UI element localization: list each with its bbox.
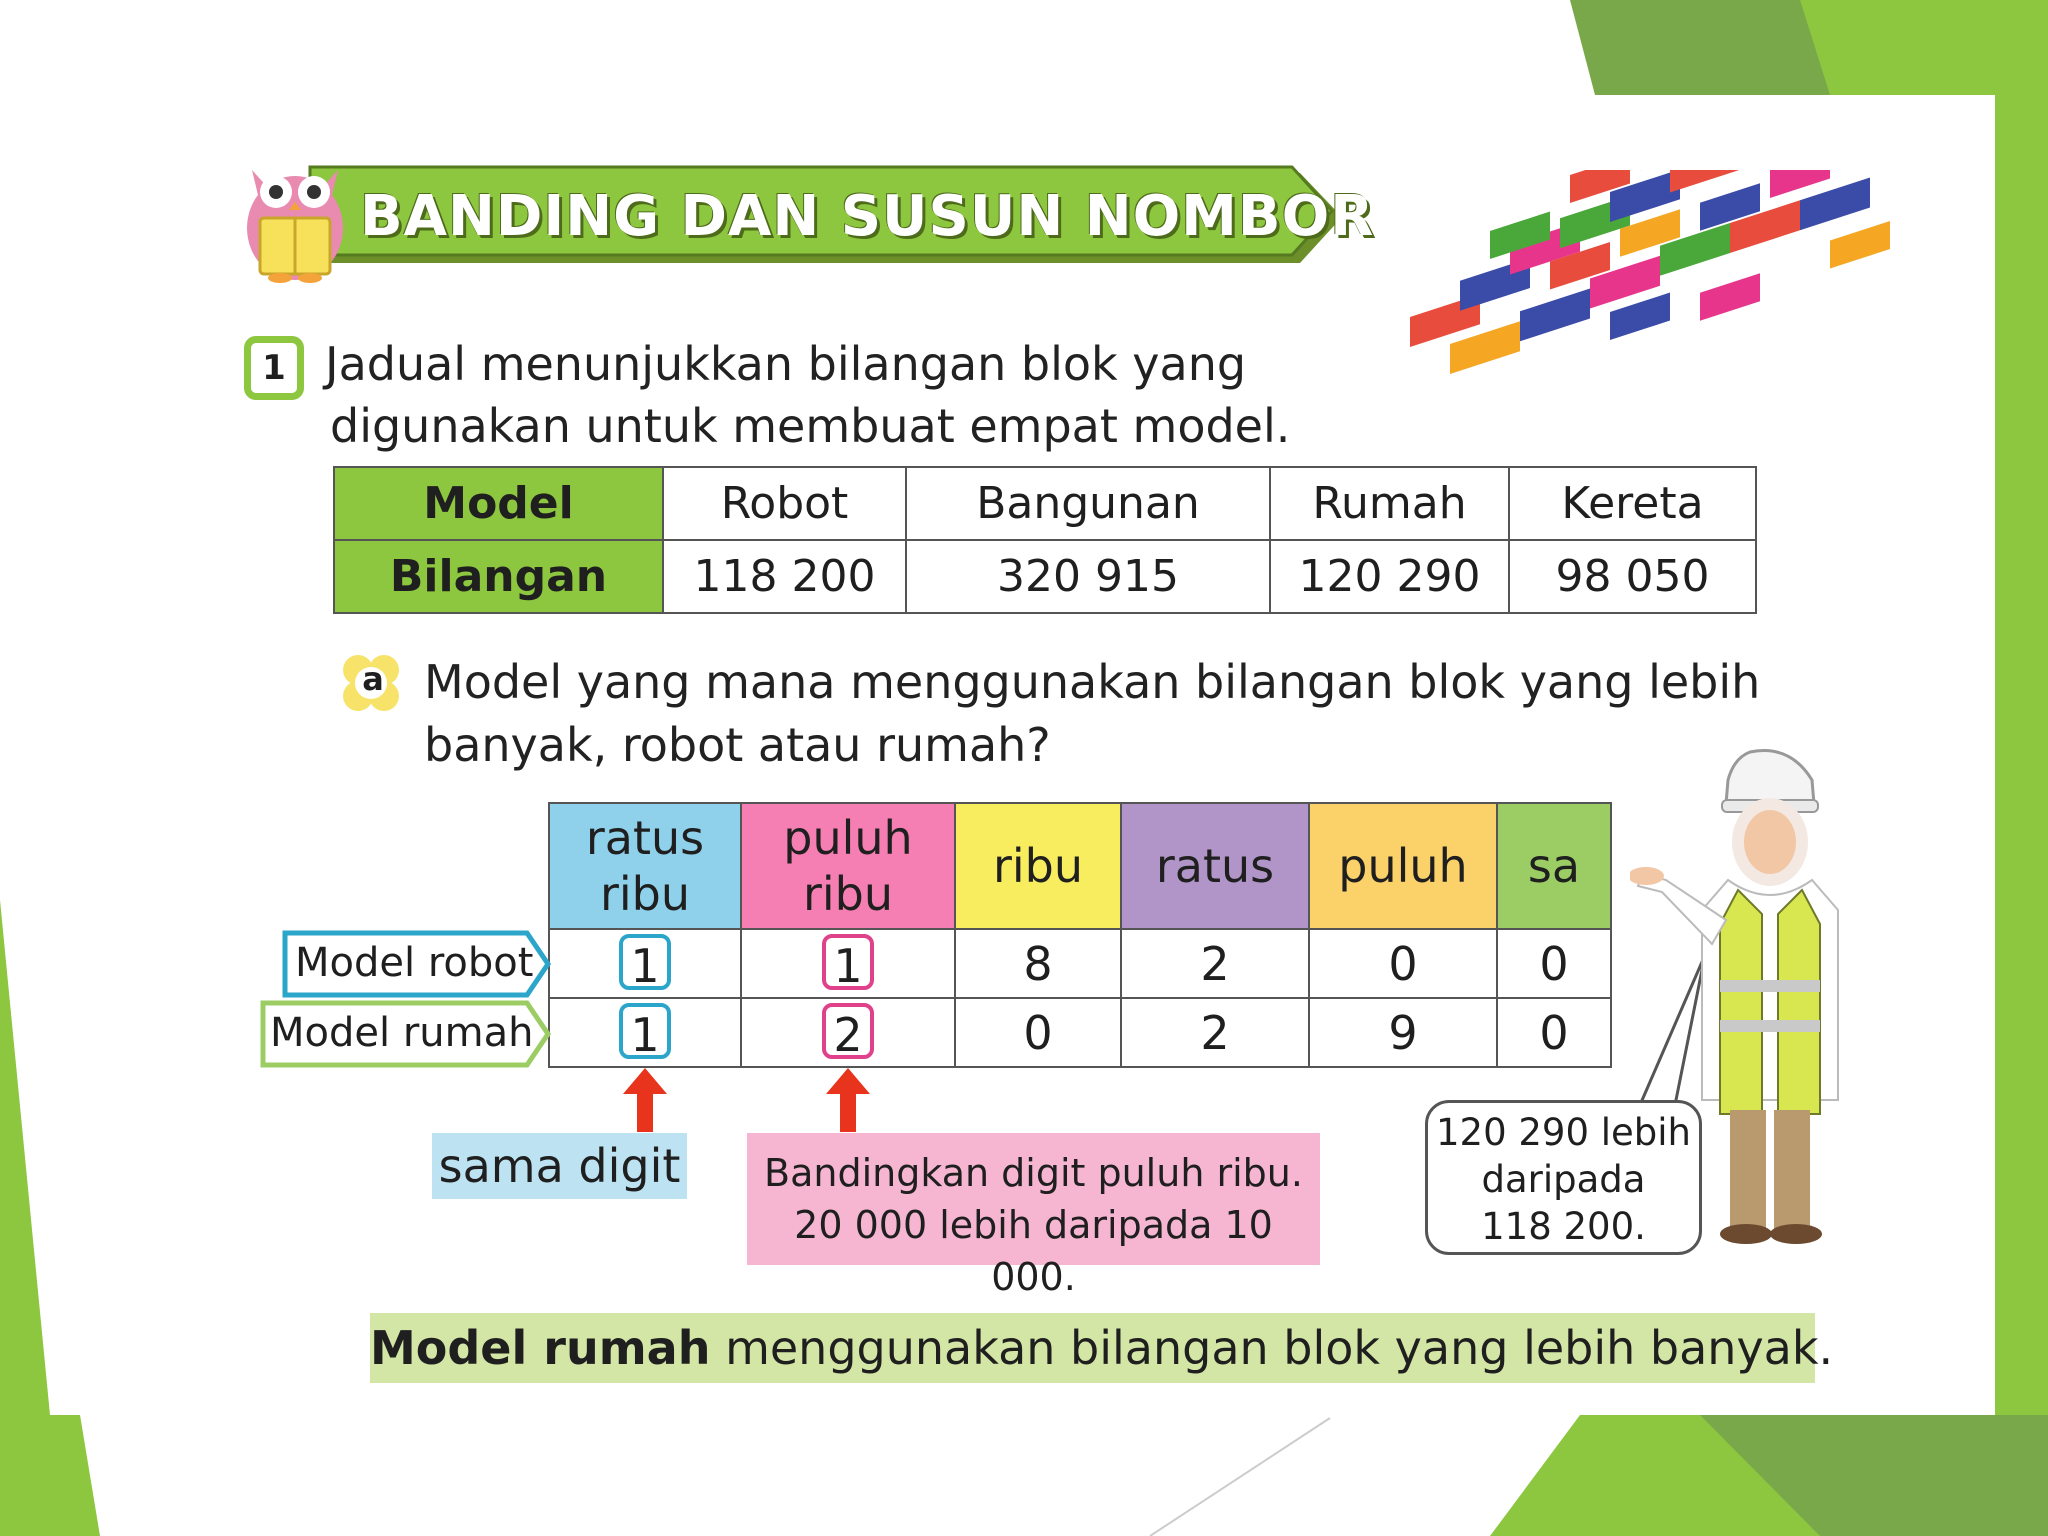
table-cell xyxy=(549,929,741,998)
up-arrow-icon xyxy=(623,1068,667,1132)
row-label-robot: Model robot xyxy=(295,940,534,986)
table-row xyxy=(549,929,1611,998)
sub-question-line-2: banyak, robot atau rumah? xyxy=(424,718,1051,772)
question-line-2: digunakan untuk membuat empat model. xyxy=(330,399,1291,453)
bubble-line-2: daripada xyxy=(1481,1158,1646,1201)
table-cell: Bangunan xyxy=(906,467,1270,540)
place-value-table xyxy=(548,802,1612,1068)
up-arrow-icon xyxy=(826,1068,870,1132)
place-header-sa: sa xyxy=(1497,803,1611,929)
table-cell: Rumah xyxy=(1270,467,1509,540)
table-cell: 0 xyxy=(955,998,1121,1067)
table-cell xyxy=(741,929,955,998)
compare-note-line-1: Bandingkan digit puluh ribu. xyxy=(764,1151,1303,1195)
highlighted-digit: 1 xyxy=(619,1003,671,1059)
owl-mascot-icon xyxy=(240,150,350,285)
engineer-character-illustration xyxy=(1630,730,1890,1250)
highlighted-digit: 1 xyxy=(619,934,671,990)
sub-question-line-1: Model yang mana menggunakan bilangan blok yang lebih xyxy=(424,655,1761,709)
table-cell: 8 xyxy=(955,929,1121,998)
table-cell: 320 915 xyxy=(906,540,1270,613)
table-cell: 2 xyxy=(1121,929,1309,998)
table-cell: Kereta xyxy=(1509,467,1756,540)
table-cell: 0 xyxy=(1309,929,1497,998)
same-digit-note: sama digit xyxy=(432,1133,687,1199)
compare-note-line-2: 20 000 lebih daripada 10 000. xyxy=(794,1203,1273,1299)
table-cell xyxy=(549,998,741,1067)
bubble-line-1: 120 290 lebih xyxy=(1435,1111,1692,1154)
conclusion-bold: Model rumah xyxy=(370,1321,711,1375)
compare-note xyxy=(747,1133,1320,1299)
table-row xyxy=(334,540,1756,613)
table-cell: 98 050 xyxy=(1509,540,1756,613)
place-header-puluh: puluh xyxy=(1309,803,1497,929)
table-header-cell: Bilangan xyxy=(334,540,663,613)
highlighted-digit: 2 xyxy=(822,1003,874,1059)
table-cell: 9 xyxy=(1309,998,1497,1067)
place-header-ribu: ribu xyxy=(955,803,1121,929)
table-cell: Robot xyxy=(663,467,906,540)
table-cell: 0 xyxy=(1497,998,1611,1067)
place-header-puluh-ribu: puluh ribu xyxy=(741,803,955,929)
table-header-cell: Model xyxy=(334,467,663,540)
question-line-1: Jadual menunjukkan bilangan blok yang xyxy=(325,337,1247,391)
conclusion-text: menggunakan bilangan blok yang lebih banyak. xyxy=(710,1321,1834,1375)
table-row xyxy=(334,467,1756,540)
question-number-badge xyxy=(244,336,304,400)
model-block-table xyxy=(333,466,1757,614)
sub-question-letter: a xyxy=(362,660,384,698)
table-cell: 2 xyxy=(1121,998,1309,1067)
table-cell xyxy=(741,998,955,1067)
table-cell: 118 200 xyxy=(663,540,906,613)
page-title: BANDING DAN SUSUN NOMBOR xyxy=(360,184,1375,249)
table-cell: 0 xyxy=(1497,929,1611,998)
highlighted-digit: 1 xyxy=(822,934,874,990)
table-row xyxy=(549,998,1611,1067)
row-label-rumah: Model rumah xyxy=(270,1010,534,1056)
place-header-ratus-ribu: ratus ribu xyxy=(549,803,741,929)
place-header-ratus: ratus xyxy=(1121,803,1309,929)
table-cell: 120 290 xyxy=(1270,540,1509,613)
question-number: 1 xyxy=(262,348,286,388)
toy-blocks-illustration xyxy=(1370,170,1910,430)
table-row xyxy=(549,803,1611,929)
bubble-line-3: 118 200. xyxy=(1481,1205,1646,1248)
conclusion-banner xyxy=(370,1313,1834,1383)
